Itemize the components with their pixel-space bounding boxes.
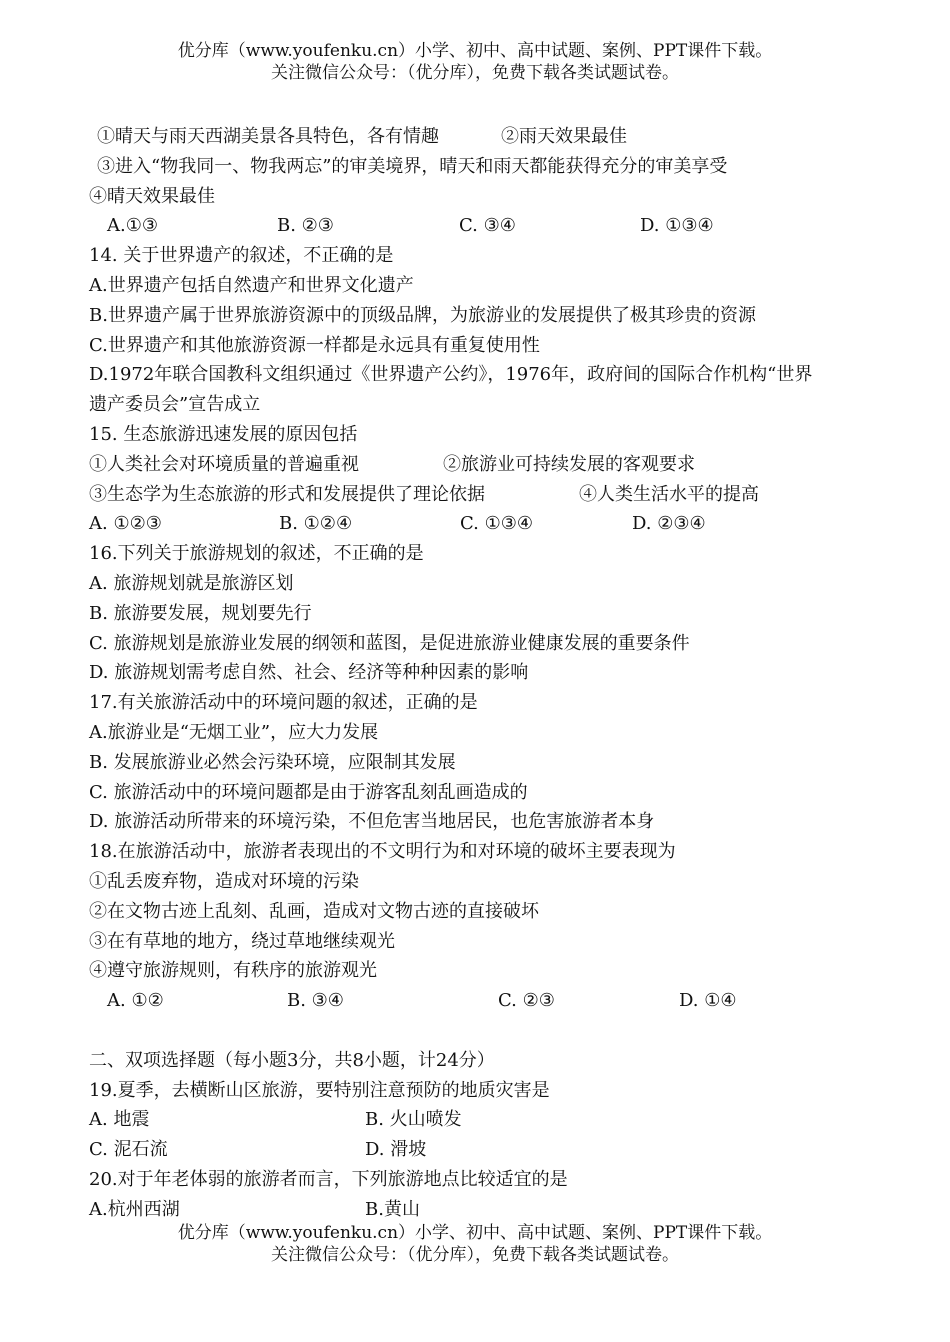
q13-option-c: C. ③④ — [459, 215, 516, 237]
q18-statement-1: ①乱丢废弃物，造成对环境的污染 — [89, 870, 359, 892]
q18-statement-2: ②在文物古迹上乱刻、乱画，造成对文物古迹的直接破坏 — [89, 900, 539, 922]
q13-statement-1: ①晴天与雨天西湖美景各具特色，各有情趣 — [97, 126, 439, 147]
q15-statements-row1 — [89, 450, 879, 480]
q19-options-row1 — [89, 1105, 879, 1135]
q20-option-b: B.黄山 — [365, 1198, 420, 1220]
q18-option-d: D. ①④ — [679, 990, 737, 1012]
page-header — [0, 40, 950, 84]
q19-options-row2 — [89, 1135, 879, 1165]
q14-option-d-line2: 遗产委员会”宣告成立 — [89, 394, 261, 416]
q15-option-a: A. ①②③ — [89, 513, 162, 535]
q16-stem: 16.下列关于旅游规划的叙述，不正确的是 — [89, 543, 424, 565]
footer-line-1: 优分库（www.youfenku.cn）小学、初中、高中试题、案例、PPT课件下载。 — [177, 1223, 773, 1243]
q19-option-d: D. 滑坡 — [365, 1139, 427, 1161]
q19-option-a: A. 地震 — [89, 1109, 150, 1131]
q14-option-c: C.世界遗产和其他旅游资源一样都是永远具有重复使用性 — [89, 334, 540, 356]
section-gap — [89, 1016, 879, 1046]
header-line-2: 关注微信公众号：（优分库），免费下载各类试题试卷。 — [271, 63, 679, 83]
q15-stem: 15. 生态旅游迅速发展的原因包括 — [89, 423, 358, 445]
q18-statement-3: ③在有草地的地方，绕过草地继续观光 — [89, 930, 395, 952]
q17-stem: 17.有关旅游活动中的环境问题的叙述，正确的是 — [89, 692, 478, 714]
q14-option-a: A.世界遗产包括自然遗产和世界文化遗产 — [89, 274, 414, 296]
footer-line-2: 关注微信公众号：（优分库），免费下载各类试题试卷。 — [271, 1245, 679, 1265]
q16-option-d: D. 旅游规划需考虑自然、社会、经济等种种因素的影响 — [89, 662, 529, 684]
q18-option-b: B. ③④ — [287, 990, 344, 1012]
q13-statements-row1 — [89, 122, 879, 152]
q17-option-d: D. 旅游活动所带来的环境污染，不但危害当地居民，也危害旅游者本身 — [89, 811, 655, 833]
q18-options — [89, 986, 879, 1016]
q16-option-c: C. 旅游规划是旅游业发展的纲领和蓝图，是促进旅游业健康发展的重要条件 — [89, 632, 690, 654]
section-2-title: 二、双项选择题（每小题3分，共8小题，计24分） — [89, 1049, 495, 1071]
q20-options-row1 — [89, 1195, 879, 1225]
q15-statements-row2 — [89, 480, 879, 510]
q13-option-d: D. ①③④ — [640, 215, 714, 237]
exam-content — [89, 122, 879, 1224]
q17-option-c: C. 旅游活动中的环境问题都是由于游客乱刻乱画造成的 — [89, 781, 528, 803]
q19-option-b: B. 火山喷发 — [365, 1109, 462, 1131]
q16-option-b: B. 旅游要发展，规划要先行 — [89, 602, 312, 624]
q14-option-d-line1: D.1972年联合国教科文组织通过《世界遗产公约》，1976年，政府间的国际合作机构“世界 — [89, 364, 813, 386]
q17-option-a: A.旅游业是“无烟工业”，应大力发展 — [89, 721, 379, 743]
q14-stem: 14. 关于世界遗产的叙述，不正确的是 — [89, 245, 394, 267]
q20-stem: 20.对于年老体弱的旅游者而言，下列旅游地点比较适宜的是 — [89, 1168, 568, 1190]
page-footer — [0, 1222, 950, 1266]
q17-option-b: B. 发展旅游业必然会污染环境，应限制其发展 — [89, 751, 456, 773]
q13-option-a: A.①③ — [107, 215, 158, 237]
q18-stem: 18.在旅游活动中，旅游者表现出的不文明行为和对环境的破坏主要表现为 — [89, 841, 676, 863]
q13-statement-3: ③进入“物我同一、物我两忘”的审美境界，晴天和雨天都能获得充分的审美享受 — [97, 155, 728, 177]
q14-option-b: B.世界遗产属于世界旅游资源中的顶级品牌，为旅游业的发展提供了极其珍贵的资源 — [89, 304, 756, 326]
q13-statement-2: ②雨天效果最佳 — [501, 126, 627, 147]
q19-option-c: C. 泥石流 — [89, 1139, 168, 1161]
q15-statement-3: ③生态学为生态旅游的形式和发展提供了理论依据 — [89, 483, 485, 505]
q18-option-c: C. ②③ — [498, 990, 555, 1012]
q15-option-b: B. ①②④ — [279, 513, 353, 535]
q15-statement-4: ④人类生活水平的提高 — [579, 483, 759, 505]
q18-statement-4: ④遵守旅游规则，有秩序的旅游观光 — [89, 960, 377, 982]
q20-option-a: A.杭州西湖 — [89, 1198, 180, 1220]
q16-option-a: A. 旅游规划就是旅游区划 — [89, 572, 294, 594]
header-line-1: 优分库（www.youfenku.cn）小学、初中、高中试题、案例、PPT课件下载。 — [177, 41, 773, 61]
q19-stem: 19.夏季，去横断山区旅游，要特别注意预防的地质灾害是 — [89, 1079, 550, 1101]
q15-statement-2: ②旅游业可持续发展的客观要求 — [443, 453, 695, 475]
q13-options — [89, 211, 879, 241]
q15-option-c: C. ①③④ — [460, 513, 533, 535]
q15-options — [89, 509, 879, 539]
q15-statement-1: ①人类社会对环境质量的普遍重视 — [89, 453, 359, 475]
q13-option-b: B. ②③ — [277, 215, 334, 237]
q15-option-d: D. ②③④ — [632, 513, 706, 535]
q18-option-a: A. ①② — [107, 990, 164, 1012]
q13-statement-4: ④晴天效果最佳 — [89, 185, 215, 207]
